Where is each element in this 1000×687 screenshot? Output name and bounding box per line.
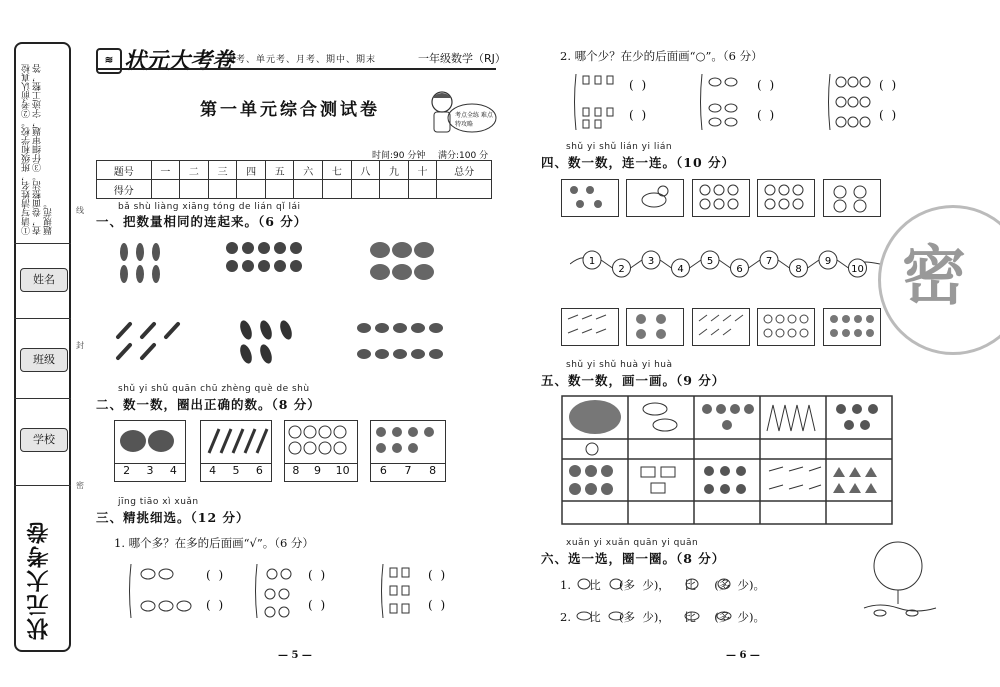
option-number[interactable]: 7 <box>404 464 412 477</box>
answer-paren[interactable]: ( ) <box>428 568 448 582</box>
sidebar-divider <box>14 243 71 244</box>
table-cell: 总分 <box>437 161 492 180</box>
q2-box-pencils <box>200 420 272 482</box>
q4-card-bottom[interactable] <box>692 308 750 346</box>
peanut-icon-group <box>699 72 755 132</box>
carrot-icon-group <box>118 324 178 358</box>
q2-box-flowers <box>370 420 446 482</box>
option-number[interactable]: 6 <box>379 464 387 477</box>
chain-link <box>837 260 849 268</box>
q6-pinyin: xuǎn yi xuǎn quān yi quān <box>566 538 699 548</box>
q6-inline-icons <box>572 574 812 630</box>
number-node-label: 10 <box>851 264 864 275</box>
number-node-label: 5 <box>706 256 714 267</box>
sidebar-logo: 状元大考卷 <box>26 520 52 640</box>
answer-paren[interactable]: ( ) <box>308 568 328 582</box>
page-number-right: — 6 — <box>726 650 760 661</box>
number-node-label: 7 <box>765 256 773 267</box>
table-cell: 一 <box>151 161 180 180</box>
q3-pinyin: jīng tiāo xì xuǎn <box>118 497 199 507</box>
flower-icon-group <box>371 421 443 459</box>
confidential-stamp-text: 密 <box>902 239 966 314</box>
sidebar-divider <box>14 485 71 486</box>
eggplant-icon-group <box>238 319 294 365</box>
answer-paren[interactable]: ( ) <box>428 598 448 612</box>
chain-link <box>631 260 643 268</box>
q1-title: 一、把数量相同的连起来。（6 分） <box>96 214 308 229</box>
exam-time: 时间:90 分钟 <box>372 151 426 161</box>
rabbit-icon-group <box>254 562 308 620</box>
header-logo: 状元大考卷 <box>124 48 235 74</box>
page-number-left: — 5 — <box>278 650 312 661</box>
q4-card-bottom[interactable] <box>561 308 619 346</box>
q3-title: 三、精挑细选。（12 分） <box>96 510 250 525</box>
q4-card-top[interactable] <box>823 179 881 217</box>
q6-item1[interactable]: 1. 比 (多 少)， 比 (多 少)。 <box>560 578 765 592</box>
q2-options <box>201 463 271 477</box>
corn-icon-group <box>120 243 160 283</box>
q1-pinyin: bǎ shù liàng xiāng tóng de lián qǐ lái <box>118 202 301 212</box>
chain-link <box>778 260 790 268</box>
number-node-label: 4 <box>677 264 684 275</box>
score-table-row <box>97 180 492 199</box>
q2-options <box>285 463 357 477</box>
score-table <box>96 160 492 199</box>
crab-icon <box>702 404 754 430</box>
pepper-icon-group <box>357 323 443 359</box>
q4-card-bottom[interactable] <box>823 308 881 346</box>
q2-box-balls <box>284 420 358 482</box>
option-number[interactable]: 3 <box>146 464 154 477</box>
sidebar-divider <box>14 318 71 319</box>
ball-icon-group <box>285 421 355 459</box>
score-cell[interactable] <box>237 180 266 199</box>
child-face-icon <box>758 180 812 214</box>
animal-face-icon <box>693 180 747 214</box>
chain-link <box>719 260 731 268</box>
score-cell[interactable] <box>180 180 209 199</box>
lantern-icon <box>704 466 746 494</box>
pumpkin-icon-group <box>370 242 434 280</box>
school-field[interactable]: 学校 <box>20 428 68 452</box>
tomato-icon-group <box>226 242 302 272</box>
number-chain-nodes <box>583 251 867 277</box>
table-cell: 四 <box>237 161 266 180</box>
flower-group-icon <box>824 309 878 343</box>
course-label: 一年级数学（RJ） <box>418 52 506 65</box>
q5-grid <box>561 395 893 525</box>
sidebar-divider <box>14 398 71 399</box>
chain-link <box>690 260 702 268</box>
score-cell[interactable] <box>437 180 492 199</box>
q2-title: 二、数一数，圈出正确的数。（8 分） <box>96 397 321 412</box>
header-rule <box>96 68 496 70</box>
table-cell: 三 <box>208 161 237 180</box>
score-table-header <box>97 161 492 180</box>
q3-compare-less <box>573 72 913 134</box>
pumpkin-icon <box>569 400 621 434</box>
cup-icon-group <box>380 562 424 620</box>
option-number[interactable]: 2 <box>123 464 131 477</box>
number-node-label: 1 <box>588 256 596 267</box>
option-number[interactable]: 9 <box>313 464 321 477</box>
q2-box-watermelons <box>114 420 186 482</box>
answer-paren[interactable]: ( ) <box>879 108 899 122</box>
number-node-label: 9 <box>824 256 832 267</box>
option-number[interactable]: 8 <box>292 464 300 477</box>
option-number[interactable]: 6 <box>255 464 263 477</box>
score-cell[interactable] <box>208 180 237 199</box>
horse-icon <box>836 404 878 430</box>
table-cell: 六 <box>294 161 323 180</box>
seal-mark-secret: 密 <box>76 481 84 490</box>
q4-card-bottom[interactable] <box>626 308 684 346</box>
answer-paren[interactable]: ( ) <box>206 598 226 612</box>
q1-matching-figure <box>96 232 496 372</box>
exam-badge: 考点全练 难点特攻略 <box>455 112 493 128</box>
q5-pinyin: shǔ yi shǔ huà yi huà <box>566 360 673 370</box>
option-number[interactable]: 5 <box>232 464 240 477</box>
letter-a-icon <box>767 405 815 431</box>
sheep-icon-group <box>128 562 198 620</box>
table-cell: 八 <box>351 161 380 180</box>
ant-icon <box>769 467 821 489</box>
header-subtitle: 周考、单元考、月考、期中、期末 <box>226 55 377 65</box>
table-cell: 九 <box>380 161 409 180</box>
option-number[interactable]: 8 <box>429 464 437 477</box>
score-cell[interactable] <box>380 180 409 199</box>
number-chain <box>570 248 880 282</box>
seal-mark-line: 线 <box>76 206 84 215</box>
book-icon <box>641 467 675 493</box>
table-cell: 题号 <box>97 161 152 180</box>
basketball-icon <box>569 465 613 495</box>
dog-icon <box>627 180 681 214</box>
watermelon-icon-group <box>115 421 183 459</box>
table-cell: 得分 <box>97 180 152 199</box>
carrot-icon-group <box>573 72 625 132</box>
butterfly-icon <box>562 180 616 214</box>
answer-paren[interactable]: ( ) <box>206 568 226 582</box>
table-cell: 五 <box>265 161 294 180</box>
score-cell[interactable] <box>265 180 294 199</box>
number-node-label: 2 <box>618 264 625 275</box>
pencil-icon-group <box>201 421 269 459</box>
insect-group-icon <box>693 309 747 343</box>
q3-compare-more <box>128 562 474 622</box>
answer-paren[interactable]: ( ) <box>757 78 777 92</box>
chain-link <box>808 260 820 268</box>
q3-sub2: 2. 哪个少？在少的后面画“○”。（6 分） <box>560 49 763 63</box>
name-field[interactable]: 姓名 <box>20 268 68 292</box>
exam-total: 满分:100 分 <box>438 151 489 161</box>
score-cell[interactable] <box>151 180 180 199</box>
answer-paren[interactable]: ( ) <box>629 78 649 92</box>
q5-title: 五、数一数，画一画。（9 分） <box>541 373 726 388</box>
q4-card-top[interactable] <box>626 179 684 217</box>
score-cell[interactable] <box>408 180 437 199</box>
seal-mark-seal: 封 <box>76 341 84 350</box>
logo-icon: ≋ <box>96 48 122 74</box>
answer-paren[interactable]: ( ) <box>879 78 899 92</box>
table-cell: 二 <box>180 161 209 180</box>
exam-title: 第一单元综合测试卷 <box>200 100 380 120</box>
table-cell: 七 <box>323 161 352 180</box>
bird-group-icon <box>562 309 616 343</box>
q2-options <box>115 463 185 477</box>
q2-pinyin: shǔ yi shǔ quān chū zhèng què de shù <box>118 384 310 394</box>
number-node-label: 6 <box>736 264 743 275</box>
q6-title: 六、选一选，圈一圈。（8 分） <box>541 551 726 566</box>
option-number[interactable]: 10 <box>335 464 350 477</box>
bear-icon <box>824 180 878 214</box>
number-node-label: 8 <box>795 264 802 275</box>
answer-paren[interactable]: ( ) <box>308 598 328 612</box>
cat-group-icon <box>627 309 681 343</box>
shell-icon <box>833 467 877 493</box>
answer-paren[interactable]: ( ) <box>629 108 649 122</box>
q6-item2[interactable]: 2. 比 (多 少)， 比 (多 少)。 <box>560 610 765 624</box>
tree-pond-icon <box>860 538 940 618</box>
q2-options <box>371 463 445 477</box>
table-cell: 十 <box>408 161 437 180</box>
q3-sub1: 1. 哪个多？在多的后面画“√”。（6 分） <box>114 536 314 550</box>
q4-pinyin: shǔ yi shǔ lián yi lián <box>566 142 673 152</box>
sidebar-notes: ①请写清姓名，班级和学校。②考前认真检查，卷面整洁。③仔细审题，字迹工整，答题规范。 <box>22 64 54 235</box>
answer-paren[interactable]: ( ) <box>757 108 777 122</box>
q4-card-top[interactable] <box>757 179 815 217</box>
chain-link <box>601 260 613 268</box>
score-cell[interactable] <box>294 180 323 199</box>
q4-card-bottom[interactable] <box>757 308 815 346</box>
chain-link <box>749 260 761 268</box>
option-number[interactable]: 4 <box>209 464 217 477</box>
sample-circle-icon <box>586 443 598 455</box>
q4-card-top[interactable] <box>561 179 619 217</box>
score-cell[interactable] <box>323 180 352 199</box>
score-cell[interactable] <box>351 180 380 199</box>
q4-card-top[interactable] <box>692 179 750 217</box>
option-number[interactable]: 4 <box>169 464 177 477</box>
shell-group-icon <box>758 309 812 343</box>
class-field[interactable]: 班级 <box>20 348 68 372</box>
q4-title: 四、数一数，连一连。（10 分） <box>541 155 735 170</box>
number-node-label: 3 <box>647 256 655 267</box>
fish-icon <box>643 403 677 431</box>
chain-link <box>660 260 672 268</box>
